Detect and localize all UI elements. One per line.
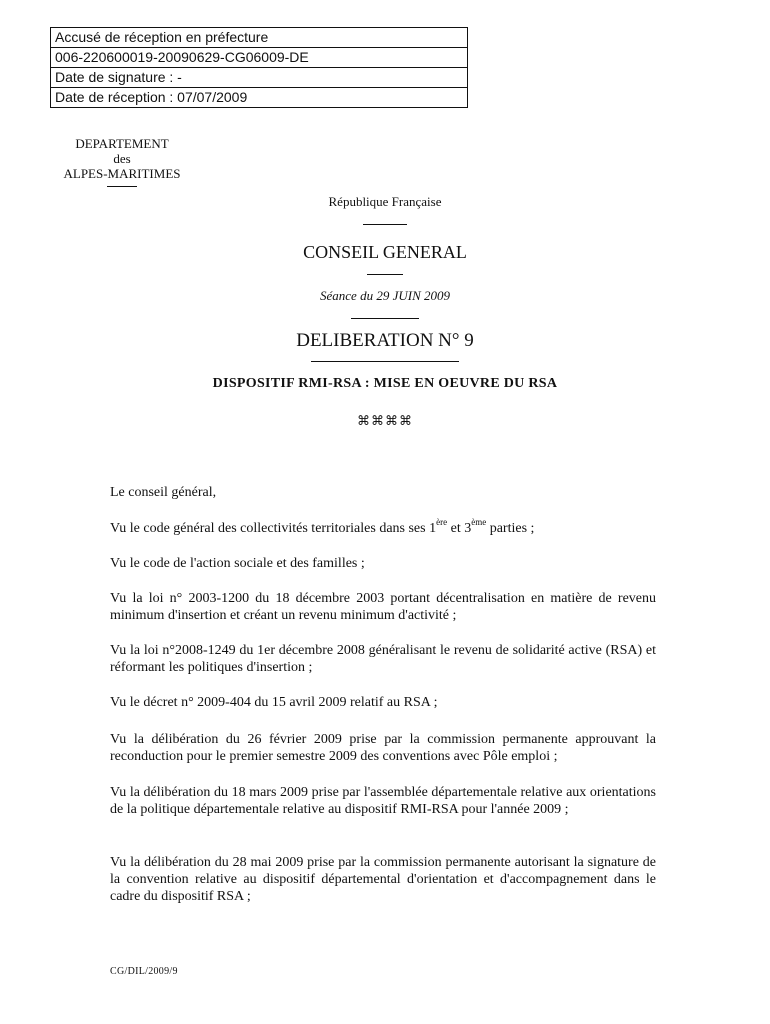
paragraph-deliberation-mars: Vu la délibération du 18 mars 2009 prise par l'assemblée départementale relative aux orientations de la politique départementale relative au dispositif RMI-RSA pour l'année 2009 ; <box>110 785 656 817</box>
deliberation-divider <box>185 361 585 362</box>
stamp-reception-date: Date de réception : 07/07/2009 <box>51 88 467 108</box>
stamp-signature-date: Date de signature : - <box>51 68 467 88</box>
department-line-3: ALPES-MARITIMES <box>63 166 181 181</box>
stamp-title: Accusé de réception en préfecture <box>51 28 467 48</box>
prefecture-receipt-stamp <box>50 27 468 108</box>
council-divider <box>185 274 585 275</box>
paragraph-loi-2003: Vu la loi n° 2003-1200 du 18 décembre 2003 portant décentralisation en matière de revenu minimum d'insertion et créant un revenu minimum d'activité ; <box>110 591 656 623</box>
vu1-text-mid: et 3 <box>447 521 472 536</box>
republic-divider <box>185 224 585 225</box>
document-reference-footer: CG/DIL/2009/9 <box>110 966 178 977</box>
session-date: Séance du 29 JUIN 2009 <box>320 288 450 303</box>
paragraph-loi-2008: Vu la loi n°2008-1249 du 1er décembre 2008 généralisant le revenu de solidarité active (RSA) et réformant les politiques d'insertion ; <box>110 643 656 675</box>
department-line-1: DEPARTEMENT <box>75 136 169 151</box>
department-divider <box>107 186 137 187</box>
republic-label: République Française <box>328 194 442 209</box>
vu1-superscript-1: ère <box>436 517 448 527</box>
stamp-reference: 006-220600019-20090629-CG06009-DE <box>51 48 467 68</box>
paragraph-deliberation-mai: Vu la délibération du 28 mai 2009 prise par la commission permanente autorisant la signature de la convention relative au dispositif départemental d'orientation et d'accompagnement dans le cadre du dispositif RSA ; <box>110 855 656 904</box>
council-title: CONSEIL GENERAL <box>303 242 467 262</box>
vu1-text-end: parties ; <box>486 521 535 536</box>
paragraph-code-collectivites <box>110 517 656 537</box>
deliberation-title: DELIBERATION N° 9 <box>296 330 474 351</box>
department-line-2: des <box>113 151 131 166</box>
opening-line: Le conseil général, <box>110 485 217 500</box>
deliberation-subject: DISPOSITIF RMI-RSA : MISE EN OEUVRE DU RSA <box>212 376 558 391</box>
vu1-text-start: Vu le code général des collectivités territoriales dans ses 1 <box>110 521 437 536</box>
paragraph-code-action-sociale: Vu le code de l'action sociale et des familles ; <box>110 556 365 571</box>
paragraph-decret-2009: Vu le décret n° 2009-404 du 15 avril 2009 relatif au RSA ; <box>110 695 438 710</box>
vu1-superscript-2: ème <box>471 517 487 527</box>
ornament-symbols: ⌘⌘⌘⌘ <box>357 413 413 428</box>
session-divider <box>185 318 585 319</box>
department-block <box>52 136 192 187</box>
paragraph-deliberation-fevrier: Vu la délibération du 26 février 2009 prise par la commission permanente approuvant la reconduction pour le premier semestre 2009 des conventions avec Pôle emploi ; <box>110 732 656 764</box>
